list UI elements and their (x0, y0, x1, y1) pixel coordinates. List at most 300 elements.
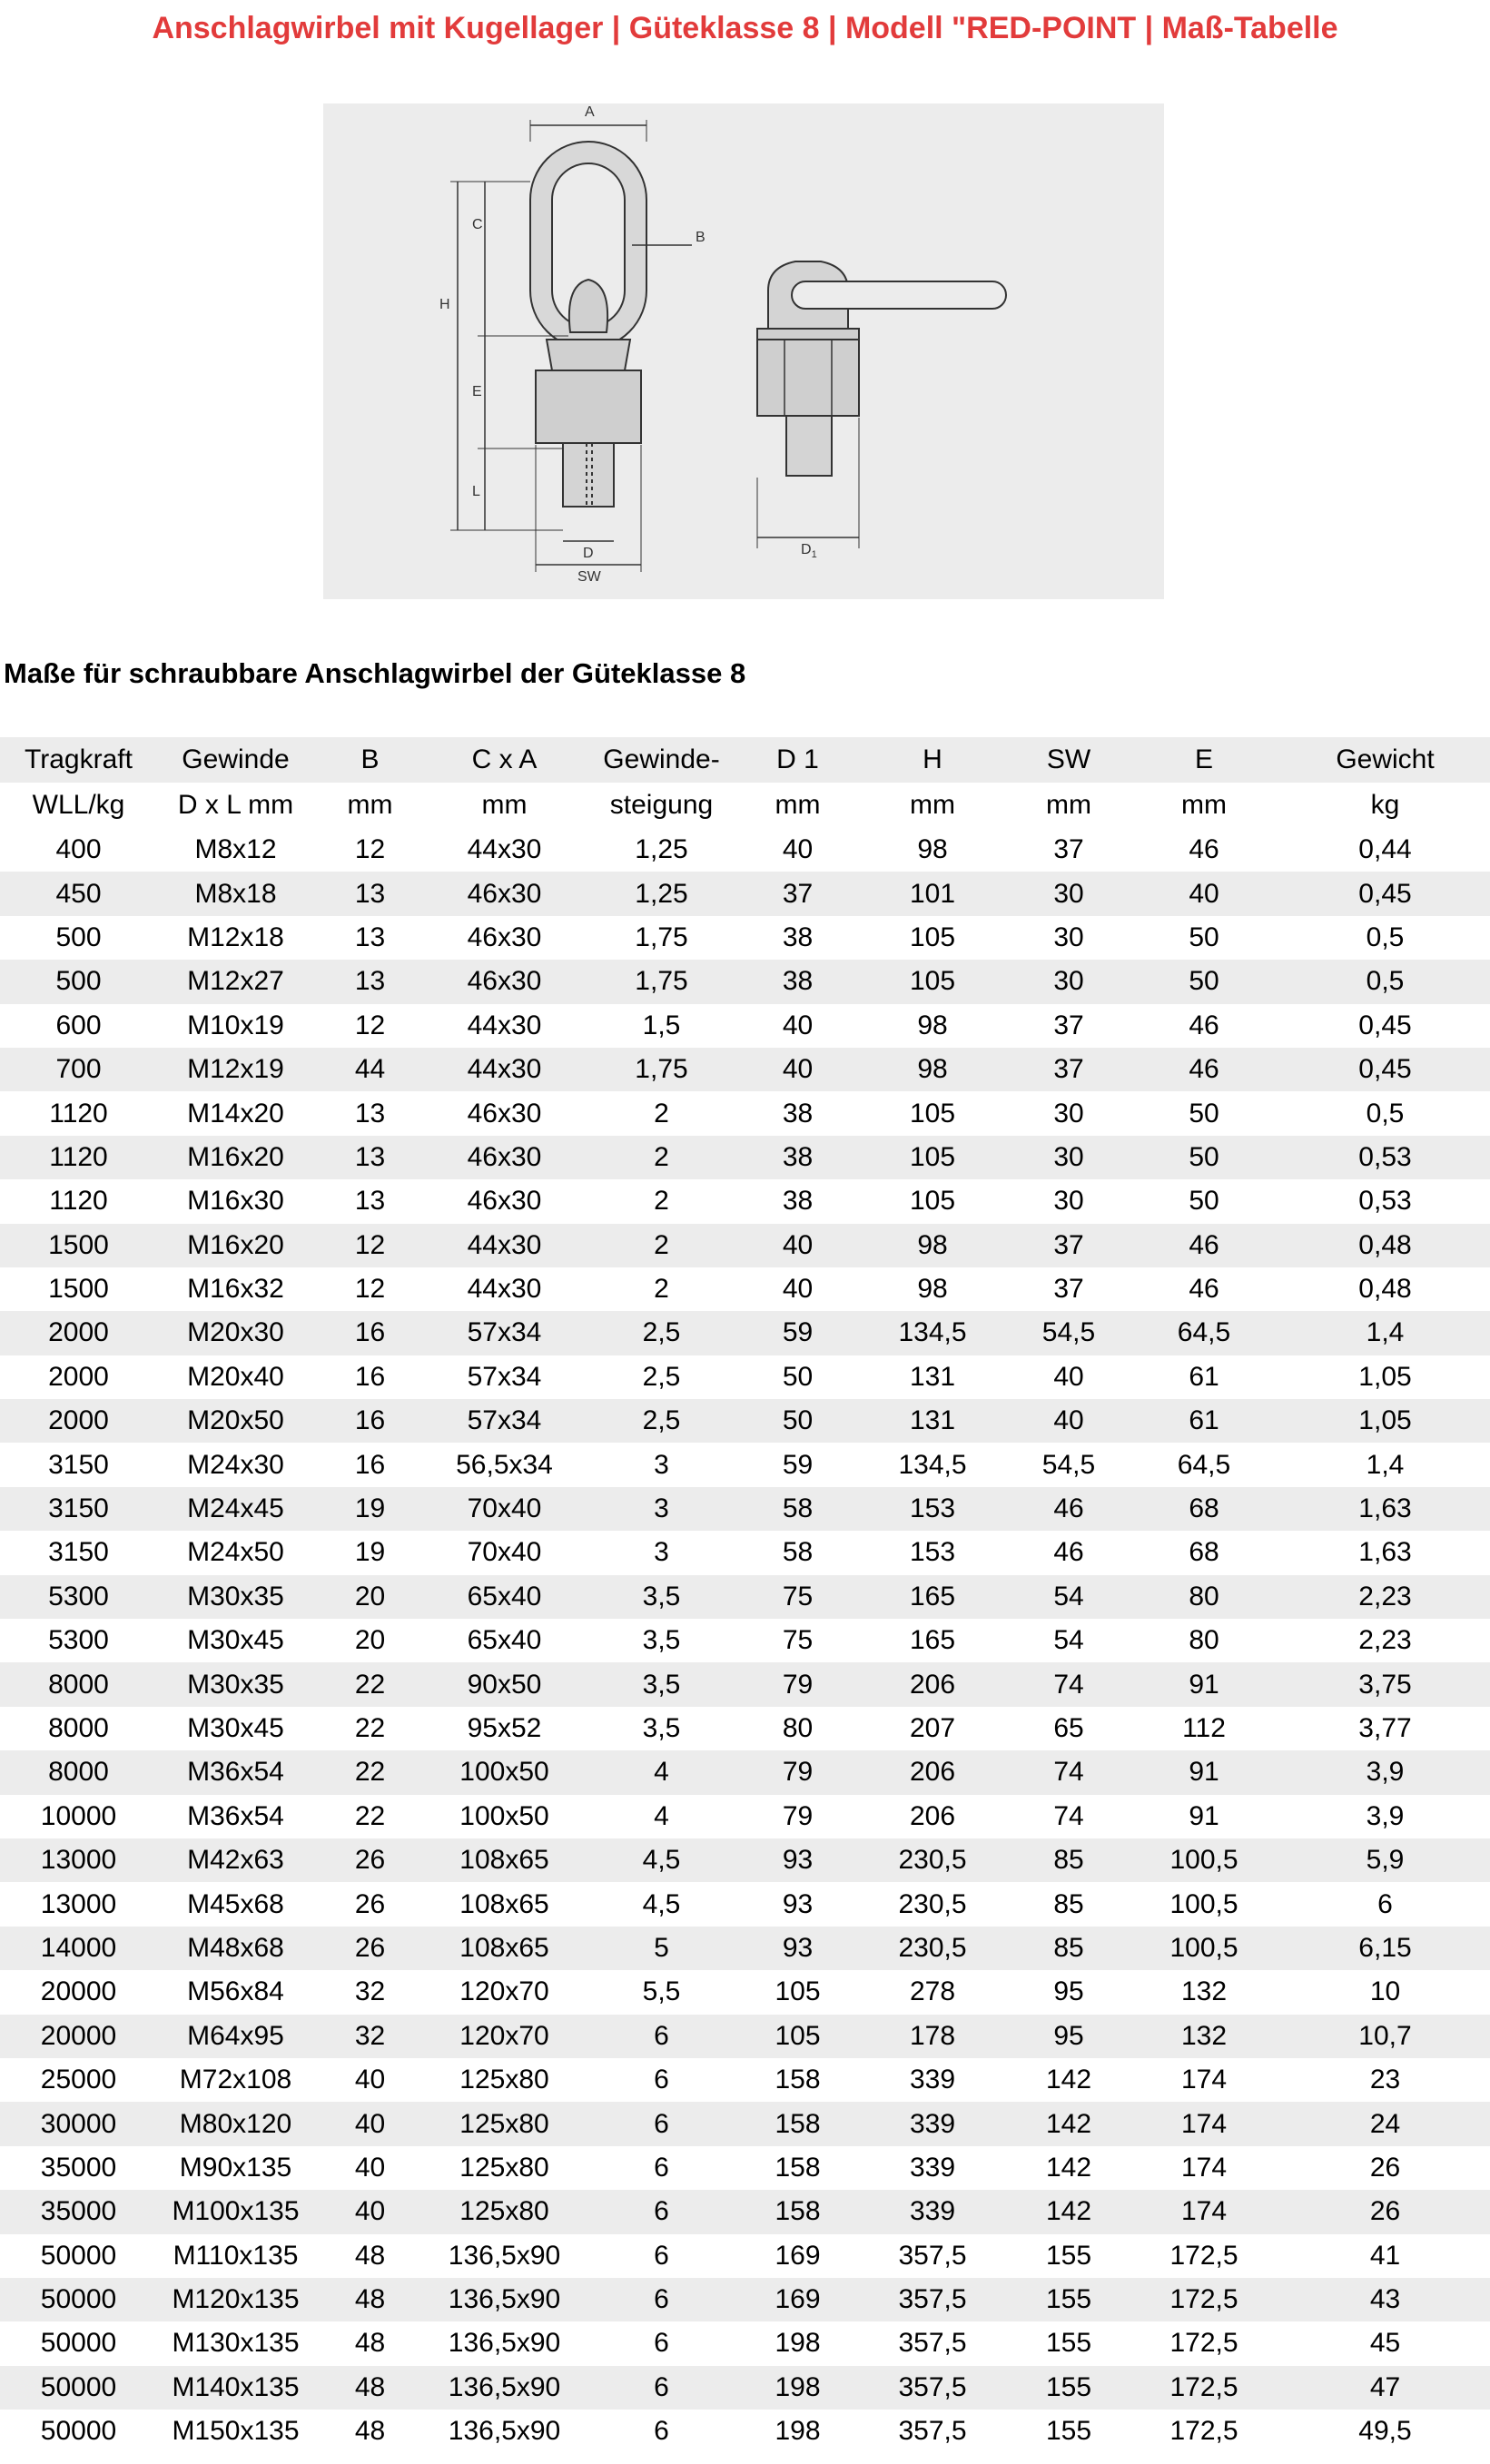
table-cell: 59 (782, 1449, 814, 1480)
table-cell: 70x40 (426, 1487, 583, 1531)
table-cell: M110x135 (173, 2240, 299, 2271)
table-cell: 50 (1128, 960, 1280, 1003)
table-cell: 38 (782, 1186, 814, 1217)
dimensions-table (0, 737, 1490, 2453)
table-cell: 35000 (0, 2190, 157, 2233)
table-row (0, 1707, 1490, 1750)
table-cell: 131 (909, 1361, 956, 1392)
table-cell: 0,45 (1280, 872, 1490, 915)
table-cell: 37 (1010, 1048, 1128, 1091)
column-header: mm (426, 783, 583, 828)
table-cell: 10000 (40, 1800, 117, 1831)
table-cell: 105 (855, 960, 1010, 1003)
table-cell: 61 (1189, 1361, 1219, 1392)
table-cell: 65x40 (426, 1575, 583, 1619)
table-cell: 48 (314, 2366, 426, 2410)
table-cell: 108x65 (426, 1838, 583, 1882)
table-cell: M16x32 (187, 1274, 284, 1305)
table-cell: 105 (855, 1136, 1010, 1179)
collar (547, 340, 630, 370)
table-cell: 500 (0, 960, 157, 1003)
table-cell: 178 (855, 2015, 1010, 2058)
table-cell: 26 (314, 1838, 426, 1882)
table-cell: 13 (314, 960, 426, 1003)
page-title: Anschlagwirbel mit Kugellager | Güteklasse 8 | Modell "RED-POINT | Maß-Tabelle (152, 11, 1338, 45)
table-cell: 2000 (0, 1311, 157, 1355)
table-cell: 3,9 (1366, 1800, 1405, 1831)
table-cell: 16 (314, 1399, 426, 1443)
table-cell: 13000 (0, 1838, 157, 1882)
table-row (0, 2278, 1490, 2321)
table-cell: 40 (740, 1224, 855, 1267)
table-cell: M130x135 (172, 2328, 300, 2359)
table-cell: 2000 (48, 1361, 109, 1392)
table-cell: 3,5 (642, 1713, 681, 1743)
table-cell: 105 (740, 2015, 855, 2058)
table-cell: 2 (654, 1274, 669, 1305)
table-cell: 230,5 (855, 1927, 1010, 1970)
table-cell: 3,9 (1280, 1750, 1490, 1794)
table-cell: 35000 (40, 2152, 117, 2183)
table-cell: 23 (1369, 2065, 1401, 2095)
table-cell: 50000 (0, 2366, 157, 2410)
table-row (0, 2410, 1490, 2453)
table-cell: 1500 (48, 1274, 109, 1305)
table-cell: 136,5x90 (426, 2366, 583, 2410)
label-e: E (472, 384, 482, 399)
table-cell: M30x35 (157, 1575, 314, 1619)
table-cell: 95x52 (467, 1713, 542, 1743)
table-cell: 1,63 (1280, 1487, 1490, 1531)
table-cell: M8x12 (194, 834, 277, 865)
table-cell: M24x45 (157, 1487, 314, 1531)
table-cell: 48 (354, 2416, 386, 2447)
table-cell: 6 (583, 2278, 740, 2321)
table-cell: 57x34 (426, 1399, 583, 1443)
table-cell: 46x30 (467, 922, 542, 952)
table-cell: 37 (1053, 834, 1084, 865)
table-cell: M48x68 (157, 1927, 314, 1970)
table-cell: 40 (740, 1048, 855, 1091)
table-cell: M8x18 (157, 872, 314, 915)
table-cell: 13 (354, 1098, 386, 1129)
table-cell: 46x30 (426, 872, 583, 915)
table-cell: 2 (654, 1098, 669, 1129)
table-cell: 85 (1010, 1927, 1128, 1970)
table-cell: 37 (1010, 1224, 1128, 1267)
table-cell: 26 (354, 1888, 386, 1919)
table-cell: 1,4 (1280, 1311, 1490, 1355)
table-cell: 12 (354, 1010, 386, 1040)
table-cell: 93 (740, 1838, 855, 1882)
label-h: H (439, 297, 450, 312)
table-cell: 174 (1180, 2065, 1228, 2095)
table-cell: 101 (855, 872, 1010, 915)
table-cell: 65 (1053, 1713, 1084, 1743)
table-cell: 339 (855, 2190, 1010, 2233)
table-cell: 3 (654, 1537, 669, 1568)
table-row (0, 1619, 1490, 1662)
table-cell: M24x50 (187, 1537, 284, 1568)
table-cell: 174 (1128, 2190, 1280, 2233)
column-header: kg (1280, 783, 1490, 828)
table-row (0, 2190, 1490, 2233)
table-cell: 91 (1128, 1662, 1280, 1706)
table-cell: 2 (583, 1224, 740, 1267)
header-row-1 (0, 737, 1490, 783)
side-bolt (786, 416, 832, 476)
table-cell: 198 (775, 2416, 821, 2447)
table-cell: 155 (1045, 2328, 1092, 2359)
table-cell: M20x30 (157, 1311, 314, 1355)
table-cell: 6 (654, 2065, 669, 2095)
table-row (0, 2015, 1490, 2058)
table-cell: 93 (782, 1888, 814, 1919)
column-header: WLL/kg (0, 783, 157, 828)
table-cell: 44x30 (467, 834, 542, 865)
table-cell: 54 (1010, 1575, 1128, 1619)
table-cell: M100x135 (157, 2190, 314, 2233)
table-row (0, 960, 1490, 1003)
table-cell: 1,63 (1358, 1537, 1412, 1568)
table-cell: 3,5 (583, 1662, 740, 1706)
column-header: mm (1128, 783, 1280, 828)
table-cell: 44x30 (467, 1274, 542, 1305)
table-cell: 90x50 (426, 1662, 583, 1706)
table-cell: 12 (354, 834, 386, 865)
table-cell: 198 (775, 2328, 821, 2359)
table-cell: 50000 (40, 2416, 117, 2447)
table-cell: 3,5 (583, 1575, 740, 1619)
table-cell: 16 (354, 1361, 386, 1392)
label-b: B (696, 230, 706, 245)
table-cell: 13 (314, 872, 426, 915)
table-row (0, 1004, 1490, 1048)
table-cell: 65x40 (467, 1625, 542, 1656)
table-cell: 40 (1128, 872, 1280, 915)
table-cell: 500 (55, 922, 102, 952)
table-row (0, 1531, 1490, 1574)
table-cell: 85 (1010, 1838, 1128, 1882)
table-cell: 46 (1053, 1537, 1084, 1568)
column-header: D 1 (740, 737, 855, 783)
table-row (0, 1311, 1490, 1355)
column-header: C x A (426, 737, 583, 783)
table-cell: 57x34 (426, 1311, 583, 1355)
table-cell: 12 (314, 1224, 426, 1267)
table-cell: 339 (909, 2152, 956, 2183)
table-cell: 165 (855, 1575, 1010, 1619)
table-cell: 1,5 (642, 1010, 681, 1040)
table-cell: 0,44 (1358, 834, 1412, 865)
table-row (0, 2366, 1490, 2410)
table-cell: 207 (909, 1713, 956, 1743)
table-cell: 142 (1010, 2190, 1128, 2233)
table-cell: M150x135 (172, 2416, 300, 2447)
table-cell: 339 (909, 2065, 956, 2095)
side-collar (757, 329, 859, 340)
table-cell: 98 (917, 834, 948, 865)
table-cell: 6 (583, 2015, 740, 2058)
table-cell: 125x80 (459, 2065, 549, 2095)
table-cell: 0,5 (1366, 1098, 1405, 1129)
column-header: Tragkraft (0, 737, 157, 783)
table-cell: 30 (1053, 1098, 1084, 1129)
table-cell: 37 (1053, 1010, 1084, 1040)
table-cell: 50 (740, 1399, 855, 1443)
table-cell: 44 (314, 1048, 426, 1091)
table-cell: M36x54 (157, 1750, 314, 1794)
label-sw: SW (577, 569, 601, 585)
table-cell: 4 (583, 1750, 740, 1794)
table-cell: 2,5 (642, 1361, 681, 1392)
table-cell: M10x19 (187, 1010, 284, 1040)
table-cell: 700 (0, 1048, 157, 1091)
table-cell: 19 (354, 1537, 386, 1568)
side-body (757, 340, 859, 416)
table-cell: 6 (583, 2102, 740, 2145)
side-ring (792, 281, 1006, 309)
table-cell: 30 (1010, 872, 1128, 915)
table-cell: 98 (855, 1048, 1010, 1091)
table-cell: 125x80 (426, 2102, 583, 2145)
table-cell: 2,5 (583, 1311, 740, 1355)
table-cell: 54 (1053, 1625, 1084, 1656)
table-cell: 22 (314, 1750, 426, 1794)
table-row (0, 1970, 1490, 2014)
table-cell: M64x95 (157, 2015, 314, 2058)
table-cell: 1,25 (583, 872, 740, 915)
table-cell: 38 (782, 1098, 814, 1129)
table-cell: 54,5 (1041, 1449, 1096, 1480)
table-cell: M42x63 (157, 1838, 314, 1882)
table-cell: 38 (782, 922, 814, 952)
table-cell: 1120 (49, 1098, 108, 1129)
table-cell: 125x80 (426, 2190, 583, 2233)
table-cell: 91 (1189, 1800, 1219, 1831)
table-cell: 172,5 (1169, 2416, 1238, 2447)
table-cell: 357,5 (855, 2366, 1010, 2410)
table-cell: 2,23 (1280, 1575, 1490, 1619)
table-cell: 41 (1369, 2240, 1401, 2271)
table-cell: 105 (909, 922, 956, 952)
table-cell: 206 (909, 1800, 956, 1831)
table-cell: 450 (0, 872, 157, 915)
table-cell: 26 (1280, 2190, 1490, 2233)
table-cell: 50000 (40, 2328, 117, 2359)
table-cell: M30x35 (157, 1662, 314, 1706)
table-cell: M90x135 (179, 2152, 292, 2183)
table-cell: 70x40 (467, 1537, 542, 1568)
table-cell: 357,5 (855, 2278, 1010, 2321)
table-cell: M20x50 (157, 1399, 314, 1443)
table-cell: 6 (654, 2328, 669, 2359)
table-cell: 169 (775, 2240, 821, 2271)
table-cell: M12x18 (187, 922, 284, 952)
table-cell: 74 (1010, 1662, 1128, 1706)
table-cell: 357,5 (898, 2328, 967, 2359)
table-cell: 155 (1045, 2416, 1092, 2447)
table-cell: M120x135 (157, 2278, 314, 2321)
table-cell: 153 (909, 1537, 956, 1568)
table-cell: 6 (654, 2240, 669, 2271)
table-row (0, 1091, 1490, 1135)
column-header: mm (855, 783, 1010, 828)
table-cell: 600 (55, 1010, 102, 1040)
table-cell: 19 (314, 1487, 426, 1531)
table-row (0, 1136, 1490, 1179)
table-cell: 47 (1280, 2366, 1490, 2410)
table-row (0, 1048, 1490, 1091)
table-cell: 16 (314, 1311, 426, 1355)
table-cell: 26 (314, 1927, 426, 1970)
column-header: B (314, 737, 426, 783)
table-cell: M20x40 (187, 1361, 284, 1392)
table-cell: 4,5 (583, 1838, 740, 1882)
column-header: mm (740, 783, 855, 828)
table-cell: 95 (1010, 2015, 1128, 2058)
table-cell: 25000 (40, 2065, 117, 2095)
table-cell: 0,5 (1366, 922, 1405, 952)
table-cell: 105 (909, 1186, 956, 1217)
table-cell: 5,9 (1280, 1838, 1490, 1882)
technical-drawing (323, 103, 1164, 599)
table-heading: Maße für schraubbare Anschlagwirbel der Güteklasse 8 (4, 657, 746, 689)
table-cell: 13 (354, 1186, 386, 1217)
table-cell: 1,05 (1358, 1361, 1412, 1392)
table-cell: 230,5 (898, 1888, 967, 1919)
table-row (0, 2321, 1490, 2365)
table-cell: 44x30 (426, 1224, 583, 1267)
table-cell: 46 (1189, 834, 1219, 865)
table-cell: 16 (354, 1449, 386, 1480)
table-cell: 45 (1369, 2328, 1401, 2359)
table-cell: 100x50 (459, 1800, 549, 1831)
table-cell: 3150 (48, 1449, 109, 1480)
table-cell: 58 (782, 1537, 814, 1568)
table-cell: 134,5 (855, 1311, 1010, 1355)
table-cell: 50 (1128, 1136, 1280, 1179)
table-cell: 40 (354, 2152, 386, 2183)
table-cell: 22 (354, 1800, 386, 1831)
table-cell: 46 (1189, 1274, 1219, 1305)
table-cell: 10 (1369, 1976, 1401, 2007)
table-cell: 172,5 (1169, 2328, 1238, 2359)
table-cell: 8000 (0, 1662, 157, 1706)
header-row-2 (0, 783, 1490, 828)
table-cell: 8000 (48, 1713, 109, 1743)
table-cell: 22 (354, 1713, 386, 1743)
table-cell: M30x45 (187, 1625, 284, 1656)
table-cell: 48 (354, 2240, 386, 2271)
table-cell: 5300 (0, 1575, 157, 1619)
table-cell: 13 (354, 922, 386, 952)
table-cell: 0,45 (1280, 1048, 1490, 1091)
column-header: Gewinde- (583, 737, 740, 783)
table-cell: M72x108 (179, 2065, 292, 2095)
table-cell: 13 (314, 1136, 426, 1179)
table-cell: 24 (1280, 2102, 1490, 2145)
table-cell: 64,5 (1128, 1311, 1280, 1355)
table-cell: 132 (1180, 1976, 1228, 2007)
table-row (0, 1662, 1490, 1706)
table-cell: 169 (740, 2278, 855, 2321)
table-cell: 100,5 (1169, 1888, 1238, 1919)
table-cell: 79 (740, 1750, 855, 1794)
table-row (0, 2146, 1490, 2190)
table-cell: 206 (855, 1662, 1010, 1706)
table-cell: 40 (354, 2065, 386, 2095)
table-cell: 12 (354, 1274, 386, 1305)
table-cell: 5,5 (642, 1976, 681, 2007)
table-cell: 172,5 (1128, 2278, 1280, 2321)
table-cell: 0,48 (1280, 1224, 1490, 1267)
table-cell: M16x30 (187, 1186, 284, 1217)
table-cell: 1120 (0, 1136, 157, 1179)
table-header (0, 737, 1490, 828)
table-cell: 1,05 (1280, 1399, 1490, 1443)
table-cell: 40 (314, 2190, 426, 2233)
table-cell: 105 (775, 1976, 821, 2007)
table-cell: 30 (1010, 1136, 1128, 1179)
table-cell: 132 (1128, 2015, 1280, 2058)
table-cell: 357,5 (898, 2240, 967, 2271)
table-cell: 230,5 (855, 1838, 1010, 1882)
table-cell: 6 (1377, 1888, 1393, 1919)
table-cell: 98 (917, 1274, 948, 1305)
table-cell: 1,75 (583, 960, 740, 1003)
table-body (0, 828, 1490, 2453)
table-cell: 108x65 (426, 1927, 583, 1970)
table-cell: 136,5x90 (448, 2240, 561, 2271)
table-cell: 80 (782, 1713, 814, 1743)
table-row (0, 1224, 1490, 1267)
table-cell: 32 (314, 2015, 426, 2058)
table-cell: 79 (740, 1662, 855, 1706)
table-row (0, 1882, 1490, 1926)
table-row (0, 1179, 1490, 1223)
table-cell: 1,75 (635, 922, 688, 952)
table-cell: 85 (1053, 1888, 1084, 1919)
table-cell: 155 (1045, 2240, 1092, 2271)
table-cell: 3150 (0, 1487, 157, 1531)
table-cell: 40 (1010, 1399, 1128, 1443)
table-cell: 142 (1045, 2065, 1092, 2095)
table-cell: 0,53 (1280, 1136, 1490, 1179)
table-cell: 50 (782, 1361, 814, 1392)
table-cell: 6 (654, 2152, 669, 2183)
label-d1: $D_1$ (801, 542, 817, 560)
table-row (0, 1487, 1490, 1531)
table-cell: M30x45 (187, 1713, 284, 1743)
table-cell: 3,77 (1358, 1713, 1412, 1743)
table-cell: 44x30 (426, 1048, 583, 1091)
table-cell: 2,23 (1358, 1625, 1412, 1656)
table-cell: 155 (1010, 2366, 1128, 2410)
table-cell: 153 (855, 1487, 1010, 1531)
table-cell: 61 (1128, 1399, 1280, 1443)
table-cell: 43 (1280, 2278, 1490, 2321)
table-cell: 46 (1189, 1010, 1219, 1040)
table-cell: 20000 (0, 2015, 157, 2058)
table-cell: 37 (740, 872, 855, 915)
table-cell: 5300 (48, 1625, 109, 1656)
table-cell: 1,4 (1366, 1449, 1405, 1480)
table-cell: 4 (654, 1800, 669, 1831)
table-cell: 30 (1053, 922, 1084, 952)
table-row (0, 1443, 1490, 1486)
table-cell: 98 (855, 1224, 1010, 1267)
